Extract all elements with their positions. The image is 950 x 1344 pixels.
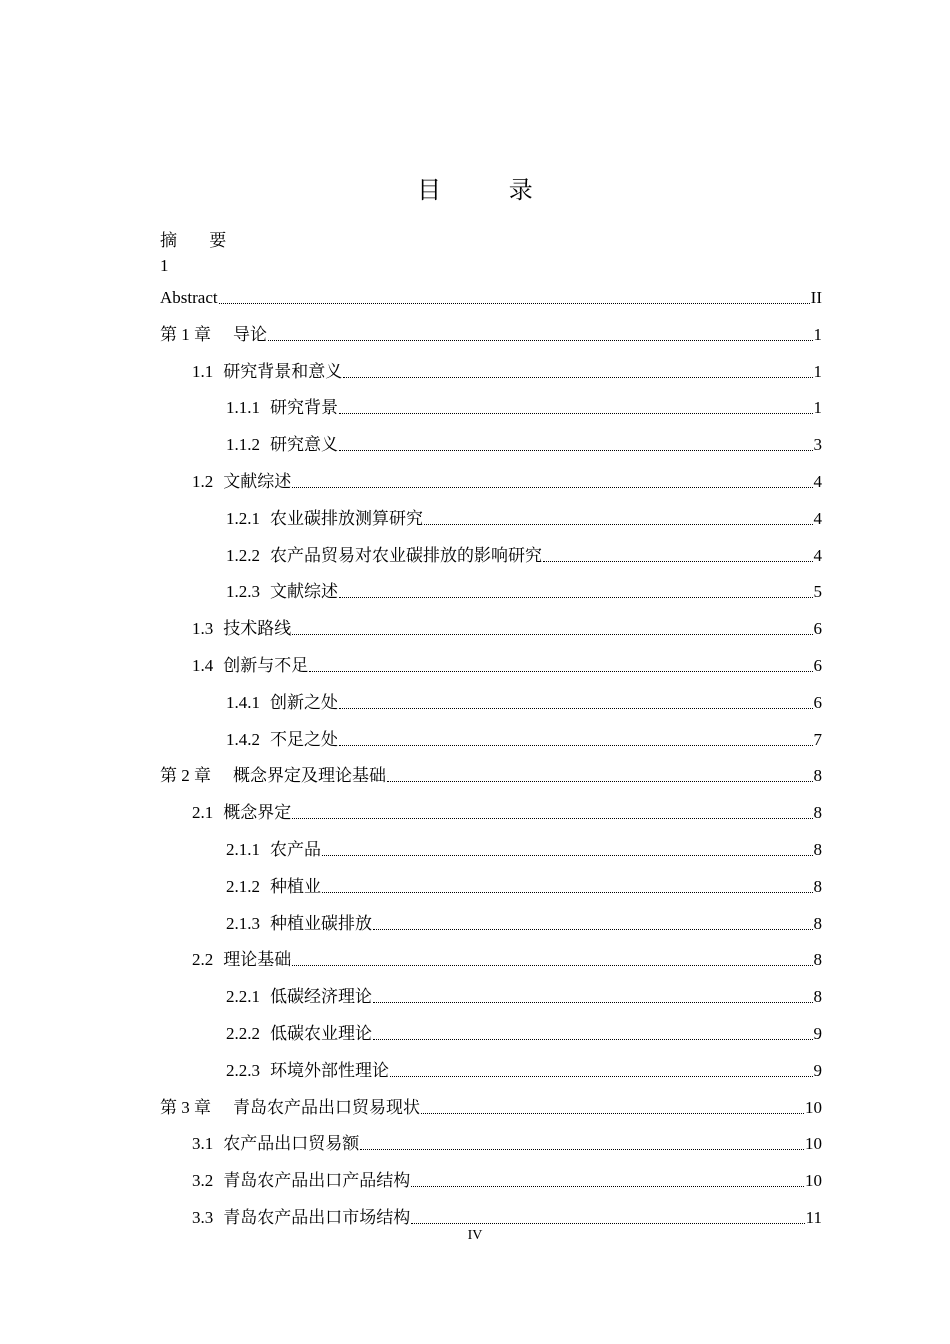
toc-entry-text: 研究背景和意义 <box>223 361 343 381</box>
toc-entry-text: 不足之处 <box>270 729 338 749</box>
toc-entry-text: 环境外部性理论 <box>270 1060 389 1080</box>
toc-entry[interactable] <box>160 764 822 788</box>
dot-leader <box>411 1223 804 1224</box>
page-number-footer: IV <box>467 1228 483 1243</box>
toc-entry-number: 2.2.1 <box>226 987 260 1007</box>
toc-entry-number: 1.2 <box>192 472 214 491</box>
toc-entry-label <box>160 764 386 788</box>
toc-entry-page: 11 <box>805 1208 822 1227</box>
dot-leader <box>421 1113 804 1114</box>
dot-leader <box>322 892 813 893</box>
toc-entry-label <box>192 801 291 825</box>
toc-entry-abstract-cn[interactable] <box>160 228 240 278</box>
dot-leader <box>268 340 813 341</box>
toc-entry-label <box>192 654 308 678</box>
dot-leader <box>339 745 813 746</box>
toc-entry-page: 8 <box>813 950 822 970</box>
toc-entry-text: 种植业 <box>270 876 321 896</box>
toc-entry-number: 第 1 章 <box>160 324 211 344</box>
toc-entry-number: 2.1.3 <box>226 913 260 933</box>
dot-leader <box>373 1002 813 1003</box>
toc-entry-label <box>226 544 542 568</box>
toc-entry-page: 10 <box>805 1097 822 1117</box>
dot-leader <box>292 818 812 819</box>
toc-entry-label <box>226 433 338 457</box>
toc-entry-text: 文献综述 <box>223 472 292 491</box>
toc-entry-number: 3.2 <box>192 1171 214 1191</box>
toc-entry[interactable] <box>226 691 822 715</box>
toc-entry-page: 1 <box>813 324 822 344</box>
dot-leader <box>339 413 813 414</box>
toc-entry-page: 9 <box>813 1060 822 1080</box>
dot-leader <box>219 303 810 304</box>
toc-entry-page: 8 <box>813 803 822 823</box>
toc-entry-number: 1.2.1 <box>226 508 260 528</box>
toc-entry-page: 4 <box>813 545 822 565</box>
toc-entry[interactable] <box>160 1096 822 1120</box>
toc-entry-page: 7 <box>813 729 822 749</box>
toc-entry-label <box>192 617 291 641</box>
toc-entry-text: 创新与不足 <box>223 656 309 675</box>
dot-leader <box>339 597 813 598</box>
toc-entry[interactable] <box>226 507 822 531</box>
dot-leader <box>373 1039 813 1040</box>
toc-entry[interactable] <box>192 654 822 678</box>
toc-entry-number: 1.2.2 <box>226 545 260 565</box>
toc-entry-page: 1 <box>160 256 169 275</box>
toc-entry-text: 概念界定 <box>223 803 292 823</box>
toc-entry-number: 1.3 <box>192 619 214 639</box>
toc-entry-text: 低碳农业理论 <box>270 1024 372 1043</box>
toc-entry[interactable] <box>226 728 822 752</box>
toc-entry-page: II <box>810 288 822 307</box>
toc-entry-page: 5 <box>813 582 822 602</box>
dot-leader <box>387 781 813 782</box>
toc-entry[interactable] <box>226 396 822 420</box>
dot-leader <box>309 671 812 672</box>
toc-entry-text: 农产品 <box>270 840 321 859</box>
toc-entry-page: 6 <box>813 656 822 675</box>
toc-entry-text: 文献综述 <box>270 582 338 602</box>
toc-entry[interactable] <box>226 433 822 457</box>
dot-leader <box>424 524 813 525</box>
dot-leader <box>411 1186 804 1187</box>
toc-entry-number: 3.3 <box>192 1208 214 1227</box>
toc-entry-page: 10 <box>805 1171 822 1191</box>
toc-entry[interactable] <box>226 1059 822 1083</box>
toc-entry-page: 8 <box>813 913 822 933</box>
toc-entry-number: 1.4.1 <box>226 692 260 712</box>
toc-entry-text: 概念界定及理论基础 <box>233 766 386 786</box>
dot-leader <box>292 487 812 488</box>
toc-entry[interactable] <box>160 286 822 310</box>
toc-entry-label <box>226 875 321 899</box>
toc-entry-label <box>192 1169 410 1193</box>
toc-entry[interactable] <box>192 1206 822 1230</box>
toc-entry-page: 3 <box>813 435 822 455</box>
toc-entry-number: 2.2.2 <box>226 1024 260 1043</box>
toc-entry-text: 种植业碳排放 <box>270 913 372 933</box>
toc-entry-page: 4 <box>813 508 822 528</box>
toc-entry[interactable] <box>226 912 822 936</box>
toc-title: 目 录 <box>417 176 563 204</box>
toc-entry-number: 2.2.3 <box>226 1060 260 1080</box>
toc-entry-label <box>160 1096 420 1120</box>
toc-entry-label <box>226 912 372 936</box>
dot-leader <box>360 1149 804 1150</box>
toc-entry-text: 农业碳排放测算研究 <box>270 508 423 528</box>
toc-entry-page: 6 <box>813 619 822 639</box>
toc-entry-text: 青岛农产品出口产品结构 <box>223 1171 411 1191</box>
toc-entry-number: 3.1 <box>192 1134 214 1154</box>
toc-entry-label <box>226 1059 389 1083</box>
toc-entry-page: 8 <box>813 987 822 1007</box>
toc-entry-page: 9 <box>813 1024 822 1043</box>
dot-leader <box>343 377 812 378</box>
toc-entry-number: 2.1 <box>192 803 214 823</box>
dot-leader <box>543 561 813 562</box>
toc-entry-page: 6 <box>813 692 822 712</box>
toc-entry-label <box>192 470 291 494</box>
toc-entry-text: 农产品贸易对农业碳排放的影响研究 <box>270 545 542 565</box>
toc-entry-number: 1.2.3 <box>226 582 260 602</box>
toc-entry[interactable] <box>160 323 822 347</box>
toc-entry-label <box>226 1022 372 1046</box>
toc-entry-number: 1.1 <box>192 361 214 381</box>
toc-entry-text: 技术路线 <box>223 619 292 639</box>
toc-entry-label <box>160 323 267 347</box>
toc-entry-label <box>192 1206 410 1230</box>
toc-entry-page: 4 <box>813 472 822 491</box>
toc-entry[interactable] <box>192 617 822 641</box>
dot-leader <box>322 855 813 856</box>
toc-entry-label <box>192 948 291 972</box>
toc-entry-label <box>160 286 218 310</box>
toc-entry-number: 第 2 章 <box>160 766 211 786</box>
toc-entry[interactable] <box>192 360 822 384</box>
toc-entry-text: 理论基础 <box>223 950 292 970</box>
toc-entry[interactable] <box>226 875 822 899</box>
toc-entry[interactable] <box>192 948 822 972</box>
toc-entry-number: 1.4.2 <box>226 729 260 749</box>
dot-leader <box>339 450 813 451</box>
toc-entry-label <box>226 580 338 604</box>
toc-entry-page: 8 <box>813 840 822 859</box>
toc-entry-label <box>226 396 338 420</box>
dot-leader <box>373 929 813 930</box>
toc-entry[interactable] <box>192 1169 822 1193</box>
toc-entry-label <box>226 985 372 1009</box>
toc-entry-label <box>226 728 338 752</box>
toc-entry-number: 2.2 <box>192 950 214 970</box>
toc-entry-text: 导论 <box>233 324 267 344</box>
toc-entry-number: 2.1.2 <box>226 876 260 896</box>
dot-leader <box>390 1076 813 1077</box>
toc-entry-number: 第 3 章 <box>160 1097 211 1117</box>
toc-entry[interactable] <box>192 1132 822 1156</box>
toc-entry-number: 1.1.1 <box>226 398 260 418</box>
toc-entry[interactable] <box>226 580 822 604</box>
toc-entry-text: 低碳经济理论 <box>270 987 372 1007</box>
toc-entry[interactable] <box>192 801 822 825</box>
toc-entry-page: 8 <box>813 876 822 896</box>
dot-leader <box>339 708 813 709</box>
toc-entry[interactable] <box>226 985 822 1009</box>
toc-entry-text: 研究意义 <box>270 435 338 455</box>
toc-entry-label <box>192 1132 359 1156</box>
toc-entry-label <box>226 507 423 531</box>
toc-entry[interactable] <box>226 838 822 862</box>
toc-entry[interactable] <box>192 470 822 494</box>
toc-entry-page: 8 <box>813 766 822 786</box>
dot-leader <box>292 965 812 966</box>
toc-entry-page: 1 <box>813 398 822 418</box>
toc-entry-text: Abstract <box>160 288 218 307</box>
toc-entry-label <box>226 838 321 862</box>
toc-entry-text: 农产品出口贸易额 <box>223 1134 360 1154</box>
toc-entry-number: 1.4 <box>192 656 214 675</box>
toc-entry[interactable] <box>226 1022 822 1046</box>
toc-entry-text: 青岛农产品出口市场结构 <box>223 1208 411 1227</box>
toc-entry[interactable] <box>226 544 822 568</box>
toc-entry-text: 研究背景 <box>270 398 338 418</box>
dot-leader <box>292 634 812 635</box>
toc-entry-text: 创新之处 <box>270 692 338 712</box>
toc-entry-label: 摘 要 <box>160 231 241 250</box>
toc-entry-number: 1.1.2 <box>226 435 260 455</box>
toc-entry-page: 1 <box>813 361 822 381</box>
toc-entry-number: 2.1.1 <box>226 840 260 859</box>
toc-entry-text: 青岛农产品出口贸易现状 <box>233 1097 420 1117</box>
toc-entry-page: 10 <box>805 1134 822 1154</box>
toc-entry-label <box>226 691 338 715</box>
toc-entry-label <box>192 360 342 384</box>
